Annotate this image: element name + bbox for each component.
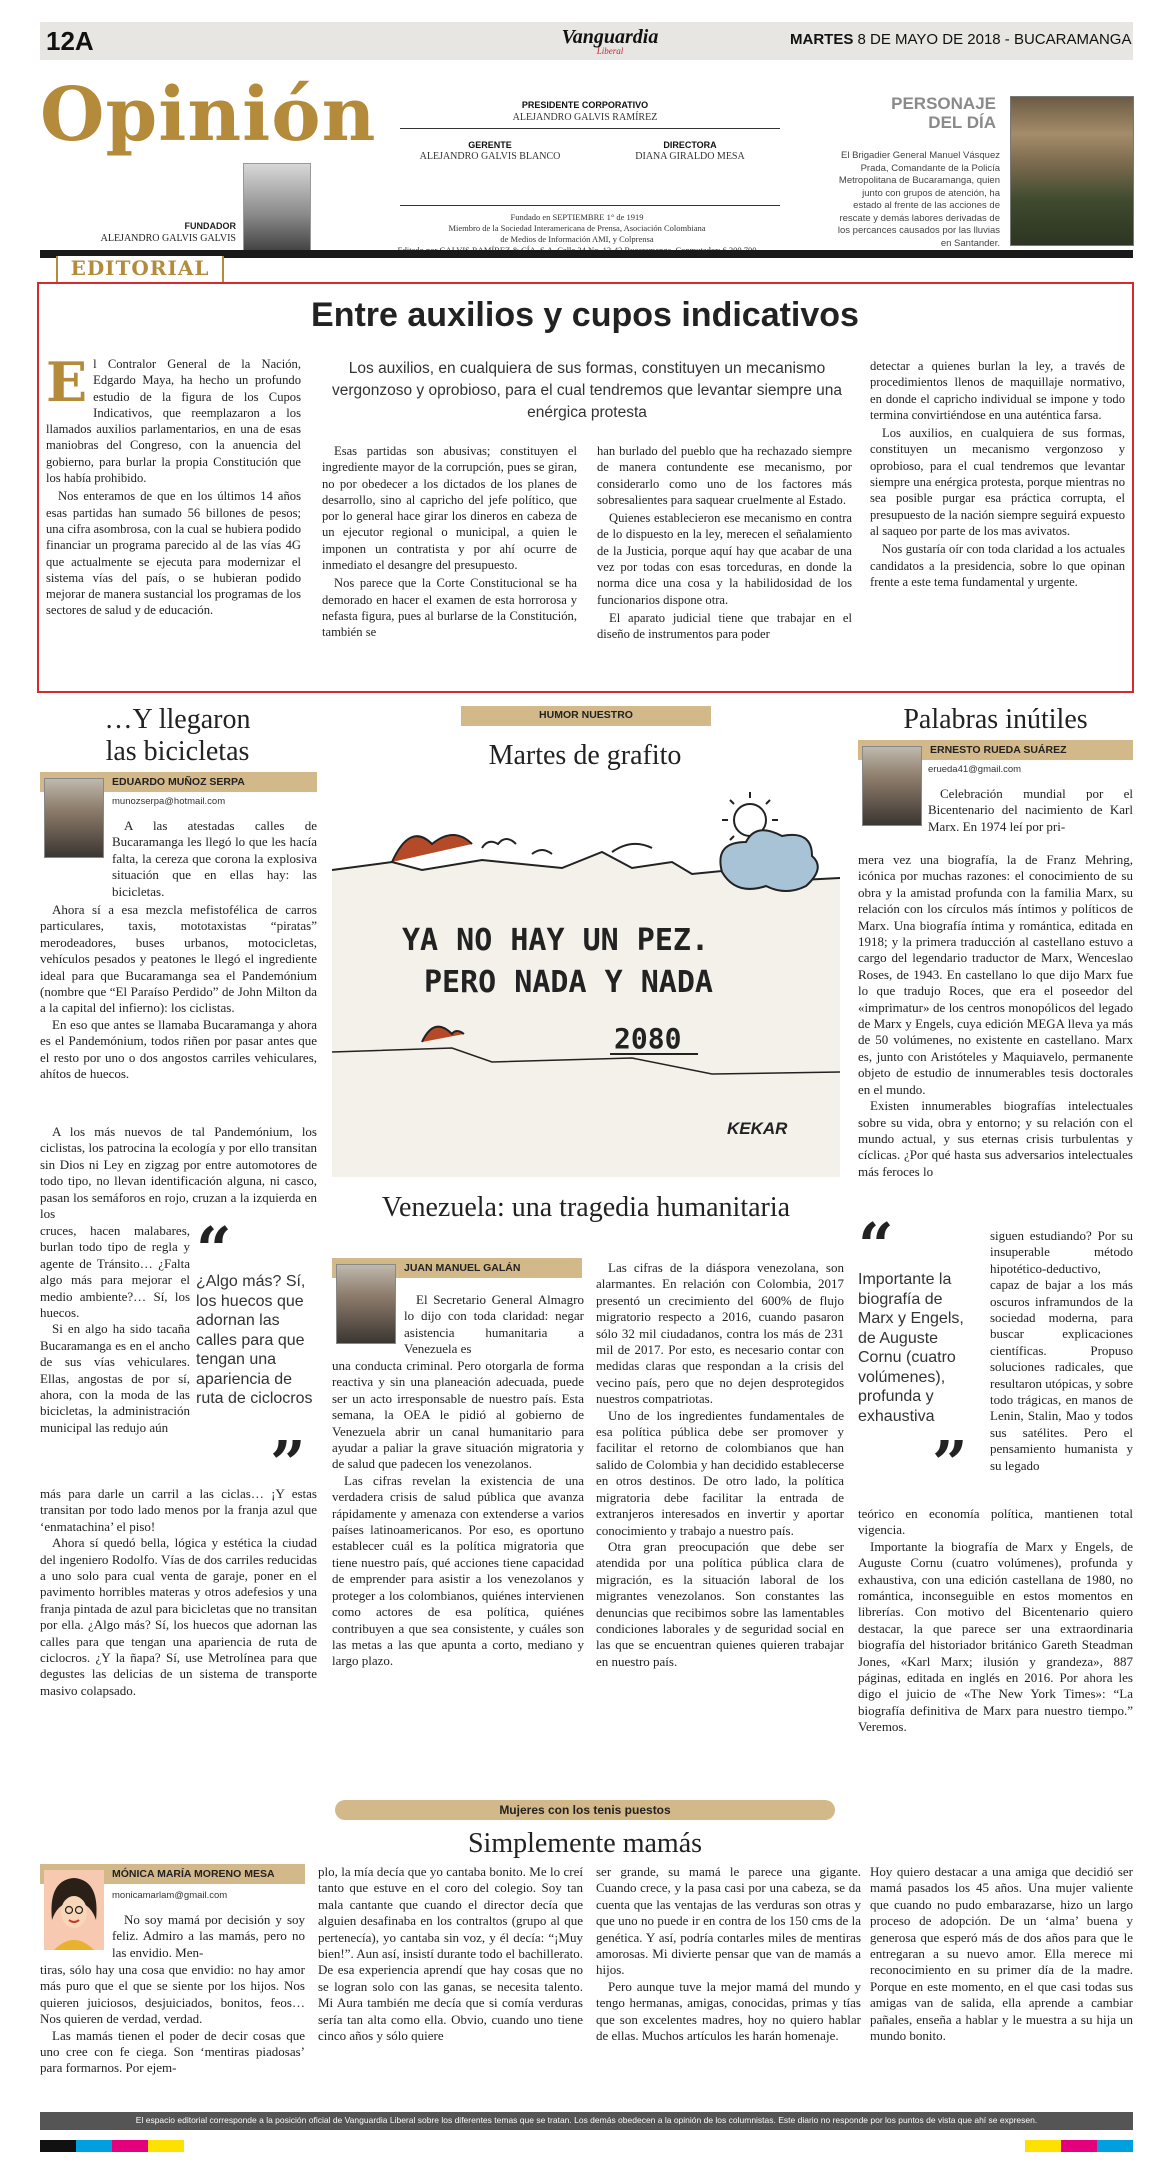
personaje-title-2: DEL DÍA (928, 113, 996, 132)
palabras-p3: Importante la biografía de Marx y Engels, de Auguste Cornu (cuatro volúmenes), profunda y exhaustiva, con una edición castellana de 1980, no romántica, inconseguible en estos momentos en librerías. Con motivo del Bicentenario quiero destacar, la que parece ser una extraordinaria biografía del historiador británico Gareth Steadman Jones, «Karl Marx; ilusión y grandeza», 887 páginas, editada en inglés en 2016. Por ahora les digo el juicio de «The New York Times»: “La biografía definitiva de Marx para nuestro tiempo.” Veremos. (858, 1538, 1133, 1735)
palabras-close-quote: ” (932, 1427, 968, 1500)
mamas-title: Simplemente mamás (467, 1828, 703, 1859)
venezuela-p1-start: El Secretario General Almagro lo dijo con toda claridad: negar asistencia humanitaria a Venezuela es (404, 1292, 584, 1357)
manager-name: ALEJANDRO GALVIS BLANCO (419, 151, 561, 162)
venezuela-p5: Otra gran preocupación que debe ser atendida por una política pública clara de migración, es la situación laboral de los migrantes venezolanos. Son constantes las denuncias que recibimos sobre las lamentables condiciones laborales y de seguridad social en las que se encuentran quienes quieren trabajar en nuestro país. (596, 1538, 844, 1669)
editorial-col4-p1: detectar a quienes burlan la ley, a través de procedimientos llenos de maquillaje normativo, en donde el capricho individual se impone y todo termina convirtiéndose en una auténtica farsa. (870, 359, 1125, 422)
director-label: DIRECTORA (663, 140, 717, 150)
personaje-title-1: PERSONAJE (891, 94, 996, 113)
editorial-col3-p3: El aparato judicial tiene que trabajar en el diseño de instrumentos para poder (597, 610, 852, 642)
palabras-p1-end: mera vez una biografía, la de Franz Mehring, icónica por muchas razones: el conocimiento de su obra y la amistad profunda con la familia Marx, su relación con los círculos más íntimos y políticos de Marx. Una biografía íntima y romántica, editada en 1918; y la primera traducción al castellano estuvo a cargo del legendario traductor de Marx, Wenceslao Roses, de 1943. En castellano lo que dijo Marx fue lo que tradujo Roces, que era el poseedor del «imprimatur» de los centros monopólicos del legado de Marx y Engels, cuya edición MEGA lleva ya más de 50 volúmenes, no existente en castellano. Marx es, junto con Aristóteles y Maquiavelo, permanente objeto de estudio de innumerables tesis doctorales en el mundo. (858, 852, 1133, 1097)
mamas-tag: Mujeres con los tenis puestos (335, 1800, 835, 1820)
editorial-pullquote: Los auxilios, en cualquiera de sus formas, constituyen un mecanismo vergonzoso y oprobioso, para el cual tendremos que levantar siempre una enérgica protesta (331, 360, 843, 421)
editorial-title: Entre auxilios y cupos indicativos (311, 296, 859, 334)
cartoon-drawing (332, 782, 840, 1177)
editorial-col4-p3: Nos gustaría oír con toda claridad a los actuales candidatos a la presidencia, sobre lo que opinan frente a este tema fundamental y urgente. (870, 542, 1125, 589)
editorial-col1-p2: Nos enteramos de que en los últimos 14 años esas partidas han sumado 56 billones de pesos; una cifra asombrosa, con la cual se hubiera podido financiar un programa parecido al de las vías 4G que actualmente se ejecuta para modernizar el sistema vías del país, o se hubieran podido mejorar de manera sustancial los programas de los sectores de salud y de educación. (46, 489, 301, 618)
venezuela-col-2 (596, 1260, 844, 1670)
bicis-p3: En eso que antes se llamaba Bucaramanga y ahora es el Pandemónium, todos riñen por pasar antes que el resto por uno o dos angostos carriles vehiculares, ahítos de huecos. (40, 1016, 317, 1082)
mamas-c4: Hoy quiero destacar a una amiga que decidió ser mamá pasados los 45 años. Una mujer valiente que cuando no pudo embarazarse, hizo un largo proceso de adopción. De un ‘alma’ buena y generosa que esperó más de dos años para que le entregaran a su nuevo amor. Ella merece mi reconocimiento en su primer día de la madre. Porque en este momento, en el que casi todas sus amigas van de salida, ella aprende a cambiar pañales, enseña a hablar y le muestra a su hija un mundo bonito. (870, 1864, 1133, 2044)
footer-disclaimer: El espacio editorial corresponde a la posición oficial de Vanguardia Liberal sobre los diferentes temas que se tratan. Los demás obedecen a la opinión de los columnistas. Este diario no responde por los puntos de vista que ahí se expresen. (40, 2112, 1133, 2130)
date-rest: 8 DE MAYO DE 2018 - BUCARAMANGA (853, 31, 1132, 48)
bicis-p1 (112, 818, 317, 900)
mamas-email[interactable]: monicamarlam@gmail.com (112, 1890, 228, 1901)
date-day: MARTES (790, 31, 854, 48)
cartoon-signature: KEKAR (727, 1119, 788, 1138)
palabras-author-photo (862, 746, 922, 826)
bicis-title (40, 704, 315, 768)
humor-title: Martes de grafito (488, 740, 682, 771)
editorial-column-4 (870, 358, 1125, 592)
humor-tag: HUMOR NUESTRO (461, 706, 711, 726)
president-label: PRESIDENTE CORPORATIVO (521, 100, 649, 110)
personaje-title (878, 94, 996, 132)
page-number: 12A (46, 26, 94, 56)
palabras-body-2 (858, 1506, 1133, 1736)
palabras-p2-start: Existen innumerables biografías intelectuales sobre su vida, obra y entorno; y su relación con el mundo actual, y sus eternas crisis turbulentas y cíclicas. ¿Por qué hasta sus adversarios intelectuales más feroces lo (858, 1098, 1133, 1179)
color-strip-black (40, 2140, 76, 2152)
founder-photo (243, 163, 311, 251)
founder-label: FUNDADOR (184, 221, 236, 231)
manager-label: GERENTE (468, 140, 512, 150)
section-title: Opinión (40, 72, 377, 158)
fundado-line-3: de Medios de Información AMI, y Colprensa (500, 234, 654, 244)
color-strip-cyan-r (1097, 2140, 1133, 2152)
masthead-logo: Vanguardia (561, 26, 659, 48)
bicis-title-1: …Y llegaron (104, 704, 251, 735)
venezuela-p1-end: una conducta criminal. Pero otorgarla de forma reactiva y sin una planeación adecuada, puede ser un acto irresponsable de nuestro país. Esta semana, la OEA le pidió al gobierno de Venezuela abrir un canal humanitario para ayudar a paliar la grave situación migratoria y de salud que padecen los venezolanos. (332, 1358, 584, 1472)
palabras-p2-mid: siguen estudiando? Por su insuperable método hipotético-deductivo, capaz de bajar a los más oscuros inframundos de la sociedad moderna, para buscar explicaciones científicas. Propuso soluciones radicales, que resultaron utópicas, y sobre todo trágicas, en manos de Lenin, Stalin, Mao y todos sus satélites. Pero el pensamiento humanista y su legado (990, 1228, 1133, 1473)
mamas-c1-start: No soy mamá por decisión y soy feliz. Admiro a las mamás, pero no las envidio. Men- (112, 1912, 305, 1960)
bicis-pullquote: ¿Algo más? Sí, los huecos que adornan las calles para que tengan una apariencia de ruta de ciclocros (196, 1273, 313, 1407)
mamas-c1-end: tiras, sólo hay una cosa que envidio: no hay amor más puro que el que se siente por los hijos. Nos quieren juiciosos, desjuiciados, bonitos, feos… Nos quieren de verdad, verdad. (40, 1962, 305, 2027)
palabras-author: ERNESTO RUEDA SUÁREZ (858, 740, 1133, 760)
president-name: ALEJANDRO GALVIS RAMÍREZ (512, 112, 658, 123)
mamas-c1b: Las mamás tienen el poder de decir cosas que uno cree con fe ciega. Son ‘mentiras piadosas’ para formarnos. Por ejem- (40, 2027, 305, 2076)
venezuela-p4: Uno de los ingredientes fundamentales de esa política pública debe ser promover y facilitar el retorno de colombianos que han salido de Colombia y han decidido establecerse en otros destinos. De otro lado, la política migratoria debe facilitar la entrada de extranjeros interesados en invertir y aportar conocimiento y trabajo a nuestro país. (596, 1407, 844, 1538)
venezuela-p2: Las cifras revelan la existencia de una verdadera crisis de salud pública que avanza rápidamente y amenaza con extenderse a varios países latinoamericanos. Por eso, es oportuno establecer cuál es la política migratoria que tiene nuestro país, qué acciones tiene capacidad de emprender para asistir a los venezolanos y proteger a los colombianos, quiénes intervienen como actores de esa política, quiénes contribuyen a que sea consistente, y cuáles son las metas a las que apunta a corto, mediano y largo plazo. (332, 1472, 584, 1669)
bicis-title-2: las bicicletas (105, 736, 250, 767)
editorial-col3-p1: han burlado del pueblo que ha rechazado siempre de manera contundente ese mecanismo, por considerarlo como uno de los factores más sobresalientes para saquear cruelmente al Estado. (597, 444, 852, 507)
palabras-body (858, 852, 1133, 1180)
palabras-narrow (990, 1228, 1133, 1474)
palabras-pullquote: Importante la biografía de Marx y Engels, de Auguste Cornu (cuatro volúmenes), profunda y exhaustiva (858, 1271, 964, 1425)
bicis-body-3 (40, 1486, 317, 1699)
bicis-p2: Ahora sí a esa mezcla mefistofélica de carros particulares, taxis, mototaxistas “piratas” merodeadores, buses urbanos, motocicletas, vehículos pesados y peatones le llegó el ingrediente ideal para que Bucaramanga sea el Pandemónium (nombre que “El Paraíso Perdido” de John Milton da a la capital del infierno): los ciclistas. (40, 902, 317, 1016)
palabras-email[interactable]: erueda41@gmail.com (928, 764, 1022, 775)
mamas-avatar-icon (44, 1870, 104, 1950)
bicis-p4-start: A los más nuevos de tal Pandemónium, los ciclistas, los patrocina la ecología y por ello transitan sin Dios ni Ley en zigzag por entre automotores de todo tipo, no llevan identificación alguna, ni casco, pasan los semáforos en rojo, cruzan a la izquierda en los (40, 1124, 317, 1222)
founder-name: ALEJANDRO GALVIS GALVIS (100, 233, 236, 244)
mamas-c1-top (112, 1912, 305, 1961)
bicis-p6: Ahora sí quedó bella, lógica y estética la ciudad del ingeniero Rodolfo. Vías de dos carriles reducidas a uno solo para cual venta de garaje, poner en el pavimento horribles materas y otros adefesios y una franja pintada de azul para bicicletas que no transitan por ella. ¿Algo más? Sí, los huecos que adornan las calles para que tengan una apariencia de ruta de ciclocros. ¿Y la ñapa? Sí, use Metrolínea para que degustes las delicias de un sistema de transporte masivo colapsado. (40, 1535, 317, 1698)
mamas-c3: ser grande, su mamá le parece una gigante. Cuando crece, y la pasa casi por una cabeza, se da cuenta que las ventajas de las verduras son otras y que uno no puede ir en contra de los 150 cms de la genética. Y así, podría contarles miles de mentiras amorosas. Mi divierte pensar que van de mamás a hijos. (596, 1864, 861, 1978)
cartoon-caption-1: YA NO HAY UN PEZ. (402, 923, 710, 958)
bicis-email[interactable]: munozserpa@hotmail.com (112, 796, 226, 807)
mamas-author: MÓNICA MARÍA MORENO MESA (40, 1864, 305, 1884)
personaje-photo (1010, 96, 1134, 246)
color-strip-yellow (148, 2140, 184, 2152)
cartoon (332, 782, 840, 1177)
palabras-title: Palabras inútiles (903, 704, 1088, 735)
bicis-close-quote: ” (270, 1427, 306, 1500)
bicis-author: EDUARDO MUÑOZ SERPA (40, 772, 317, 792)
bicis-p1-text: A las atestadas calles de Bucaramanga les llegó lo que les hacía falta, la cereza que corona la explosiva situación que en ellas hay: las bicicletas. (112, 818, 317, 899)
venezuela-col-1 (332, 1358, 584, 1670)
mamas-col-4 (870, 1864, 1133, 2044)
color-strip-magenta (112, 2140, 148, 2152)
editorial-col2-p1: Esas partidas son abusivas; constituyen el ingrediente mayor de la corrupción, pues se giran, no por obedecer a los dictados de los planes de desarrollo, sino al capricho del jefe político, que por lo general hace girar los dineros en cabeza de un ejecutor regional o municipal, a quien le imponen un contratista y por ahí ocurre de inmediato el desangre del presupuesto. (322, 444, 577, 573)
masthead-sub: Liberal (596, 46, 624, 56)
director-name: DIANA GIRALDO MESA (635, 151, 745, 162)
mamas-c3b: Pero aunque tuve la mejor mamá del mundo y tengo hermanas, amigas, conocidas, primas y tías que son excelentes madres, hoy no quiero hablar de ellas. Muchos artículos les harán homenaje. (596, 1978, 861, 2044)
color-strip-yellow-r (1025, 2140, 1061, 2152)
palabras-p1-start: Celebración mundial por el Bicentenario del nacimiento de Karl Marx. En 1974 leí por pri- (928, 786, 1133, 834)
editorial-tag: EDITORIAL (56, 256, 224, 284)
mamas-c2: plo, la mía decía que yo cantaba bonito. Me lo creí tanto que estuve en el coro del colegio. Soy tan mala cantante que cuando el director decía que alguien desafinaba en los contraltos (grupo al que pertenecía), yo cantaba sin voz, y él decía: “¡Muy bien!”. Aun así, insistí durante todo el bachillerato. De esa experiencia aprendí que hay cosas que no se logran solo con las ganas, se necesita talento. Mi Aura también me decía que si comía verduras sería tan alta como ella. Obvio, cuando uno tiene cinco años y sólo quiere (318, 1864, 583, 2044)
editorial-column-2 (322, 443, 577, 643)
editorial-col1-p1: l Contralor General de la Nación, Edgardo Maya, ha hecho un profundo estudio de la figura de los Cupos Indicativos, que reemplazaron a los llamados auxilios parlamentarios, en una de esas maniobras del Congreso, con la anuencia del gobierno, para burlar la propia Constitución que los había prohibido. (46, 357, 301, 486)
cartoon-caption-2: PERO NADA Y NADA (424, 965, 713, 1000)
dateline (790, 31, 1131, 48)
staff-rule (400, 128, 780, 129)
fundado-line-1: Fundado en SEPTIEMBRE 1° de 1919 (510, 212, 644, 222)
cartoon-year: 2080 (614, 1022, 682, 1055)
editorial-dropcap: E (46, 350, 88, 414)
bicis-p5-start: Si en algo ha sido tacaña Bucaramanga es en el ancho de sus vías vehiculares. Ellas, angostas de por sí, ahora, con la moda de las bicicletas, la administración municipal las redujo aún (40, 1321, 190, 1435)
bicis-body (40, 902, 317, 1082)
bicis-p5-end: más para darle un carril a las ciclas… ¡Y estas transitan por todo lado menos por la franja azul que ‘enmatachina’ el piso! (40, 1486, 317, 1534)
editorial-column-3 (597, 443, 852, 645)
bicis-author-photo (44, 778, 104, 858)
venezuela-p1-top (404, 1292, 584, 1358)
bicis-open-quote: “ (196, 1213, 232, 1286)
mamas-col-1 (40, 1962, 305, 2077)
palabras-p2-end: teórico en economía política, mantienen total vigencia. (858, 1506, 1133, 1538)
editorial-column-1 (46, 350, 301, 621)
fundado-rule (400, 205, 780, 206)
bicis-p4-end: cruces, hacen malabares, burlan todo tipo de regla y agente de Tránsito… ¿Falta algo más para mejorar el medio ambiente?… Sí, los huecos. (40, 1223, 190, 1321)
editorial-col3-p2: Quienes establecieron ese mecanismo en contra de lo dispuesto en la ley, merecen el señalamiento de la Justicia, porque aquí hay que acabar de una vez por todas con esas torceduras, en donde la norma dice una cosa y la habilidosidad de los funcionarios dispone otra. (597, 511, 852, 607)
venezuela-author: JUAN MANUEL GALÁN (332, 1258, 582, 1278)
fundado-line-2: Miembro de la Sociedad Interamericana de Prensa, Asociación Colombiana (448, 223, 706, 233)
bicis-body-2 (40, 1124, 317, 1222)
editorial-col2-p2: Nos parece que la Corte Constitucional se ha demorado en hacer el examen de esta horrorosa y nefasta figura, pues al burlarse de la Constitución, también se (322, 576, 577, 640)
palabras-open-quote: “ (858, 1209, 894, 1282)
venezuela-p3: Las cifras de la diáspora venezolana, son alarmantes. En relación con Colombia, 2017 presentó un crecimiento del 600% de flujo migratorio respecto a 2016, cuando pasaron sólo 32 mil ciudadanos, contra los más de 231 mil de 2017. Por esto, es necesario contar con medidas claras que respondan a la crisis del vecino país, pero que no dejen desprotegidos nuestros compatriotas. (596, 1260, 844, 1407)
venezuela-title: Venezuela: una tragedia humanitaria (381, 1192, 791, 1223)
editorial-col4-p2: Los auxilios, en cualquiera de sus formas, constituyen un mecanismo vergonzoso y oprobioso, para el cual tendremos que levantar siempre una enérgica protesta, porque mientras no sea posible purgar esa práctica corrupta, el presupuesto de la nación siempre seguirá expuesto al saqueo por parte de los mas avivatos. (870, 426, 1125, 538)
color-strip-magenta-r (1061, 2140, 1097, 2152)
mamas-col-3 (596, 1864, 861, 2044)
bicis-narrow (40, 1223, 190, 1436)
mamas-col-2 (318, 1864, 583, 2044)
venezuela-author-photo (336, 1264, 396, 1344)
palabras-p1-top (928, 786, 1133, 835)
personaje-text: El Brigadier General Manuel Vásquez Prada, Comandante de la Policía Metropolitana de Bucaramanga, quien junto con grupos de atención, ha estado al frente de las acciones de rescate y demás labores derivadas de los percances causados por las lluvias en Santander. (837, 150, 1000, 249)
color-strip-cyan (76, 2140, 112, 2152)
